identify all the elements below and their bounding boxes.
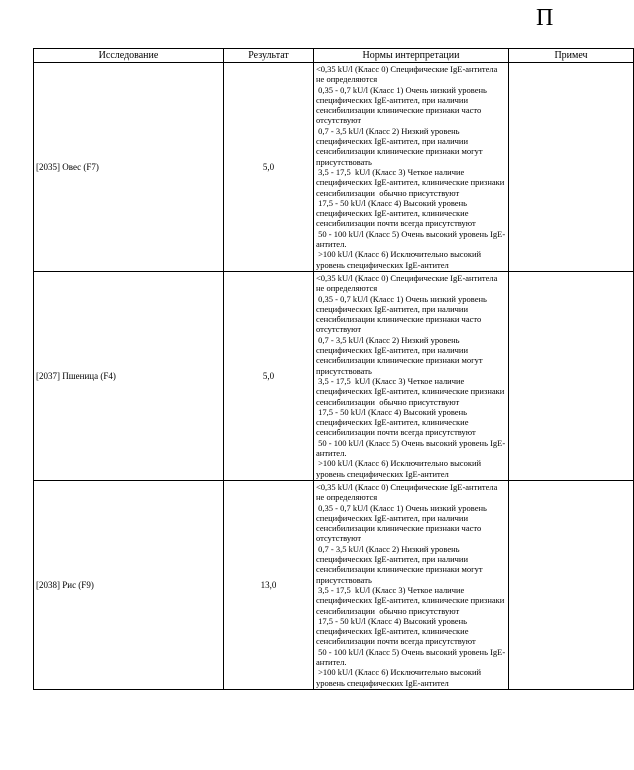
norm-class-line: 3,5 - 17,5 kU/l (Класс 3) Четкое наличие специфических IgE-антител, клинические признаки сенсибилизации обычно присутствуют	[316, 166, 507, 198]
norms-cell	[314, 63, 509, 272]
norm-class-line: <0,35 kU/l (Класс 0) Специфические IgE-антитела не определяются	[316, 64, 500, 85]
norm-class-line: >100 kU/l (Класс 6) Исключительно высокий уровень специфических IgE-антител	[316, 249, 484, 270]
norm-class-line: 3,5 - 17,5 kU/l (Класс 3) Четкое наличие специфических IgE-антител, клинические признаки сенсибилизации обычно присутствуют	[316, 375, 507, 407]
norm-class-line: 0,7 - 3,5 kU/l (Класс 2) Низкий уровень специфических IgE-антител, при наличии сенсибилизации клинические признаки могут присутствовать	[316, 125, 485, 167]
norms-cell	[314, 272, 509, 481]
norm-class-line: 50 - 100 kU/l (Класс 5) Очень высокий уровень IgE-антител.	[316, 228, 506, 250]
table-row	[34, 481, 634, 690]
test-name-cell: [2037] Пшеница (F4)	[34, 272, 224, 481]
norm-class-line: 0,35 - 0,7 kU/l (Класс 1) Очень низкий уровень специфических IgE-антител, при наличии сенсибилизации клинические признаки часто отсутствуют	[316, 84, 490, 126]
note-cell	[509, 272, 634, 481]
header-result: Результат	[224, 49, 314, 63]
norm-class-line: <0,35 kU/l (Класс 0) Специфические IgE-антитела не определяются	[316, 273, 500, 294]
norm-class-line: 50 - 100 kU/l (Класс 5) Очень высокий уровень IgE-антител.	[316, 646, 506, 668]
norm-class-line: 3,5 - 17,5 kU/l (Класс 3) Четкое наличие специфических IgE-антител, клинические признаки сенсибилизации обычно присутствуют	[316, 584, 507, 616]
table-header-row	[34, 49, 634, 63]
note-cell	[509, 481, 634, 690]
norm-class-line: >100 kU/l (Класс 6) Исключительно высокий уровень специфических IgE-антител	[316, 458, 484, 479]
note-cell	[509, 63, 634, 272]
page-title: П	[536, 5, 554, 31]
norm-class-line: 17,5 - 50 kU/l (Класс 4) Высокий уровень специфических IgE-антител, клинические сенсибилизации почти всегда присутствуют	[316, 615, 476, 647]
norms-cell	[314, 481, 509, 690]
result-value-cell: 13,0	[224, 481, 314, 690]
table-row	[34, 272, 634, 481]
results-table	[33, 48, 634, 690]
test-name-cell: [2035] Овес (F7)	[34, 63, 224, 272]
result-value-cell: 5,0	[224, 63, 314, 272]
norm-class-line: >100 kU/l (Класс 6) Исключительно высокий уровень специфических IgE-антител	[316, 667, 484, 688]
norm-class-line: 0,35 - 0,7 kU/l (Класс 1) Очень низкий уровень специфических IgE-антител, при наличии сенсибилизации клинические признаки часто отсутствуют	[316, 293, 490, 335]
header-note: Примеч	[509, 49, 634, 63]
header-norms: Нормы интерпретации	[314, 49, 509, 63]
norm-class-line: <0,35 kU/l (Класс 0) Специфические IgE-антитела не определяются	[316, 482, 500, 503]
header-test: Исследование	[34, 49, 224, 63]
result-value-cell: 5,0	[224, 272, 314, 481]
norm-class-line: 0,7 - 3,5 kU/l (Класс 2) Низкий уровень специфических IgE-антител, при наличии сенсибилизации клинические признаки могут присутствовать	[316, 334, 485, 376]
test-name-cell: [2038] Рис (F9)	[34, 481, 224, 690]
norm-class-line: 0,7 - 3,5 kU/l (Класс 2) Низкий уровень специфических IgE-антител, при наличии сенсибилизации клинические признаки могут присутствовать	[316, 543, 485, 585]
norm-class-line: 50 - 100 kU/l (Класс 5) Очень высокий уровень IgE-антител.	[316, 437, 506, 459]
norm-class-line: 17,5 - 50 kU/l (Класс 4) Высокий уровень специфических IgE-антител, клинические сенсибилизации почти всегда присутствуют	[316, 406, 476, 438]
table-row	[34, 63, 634, 272]
norm-class-line: 0,35 - 0,7 kU/l (Класс 1) Очень низкий уровень специфических IgE-антител, при наличии сенсибилизации клинические признаки часто отсутствуют	[316, 502, 490, 544]
table-body	[34, 63, 634, 690]
norm-class-line: 17,5 - 50 kU/l (Класс 4) Высокий уровень специфических IgE-антител, клинические сенсибилизации почти всегда присутствуют	[316, 197, 476, 229]
